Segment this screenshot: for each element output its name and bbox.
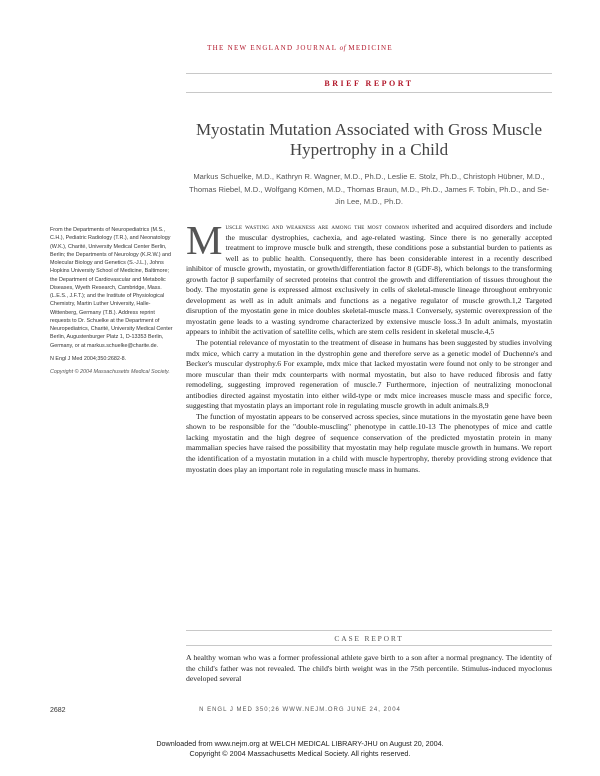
page-number: 2682 [50,707,66,714]
case-report-bar [186,630,552,646]
affiliations: From the Departments of Neuropediatrics (M.S., C.H.), Pediatric Radiology (T.R.), and Neonatology (W.K.), Charité, University Medical Center Berlin, Berlin; the Departments of Neurology (K.R.W.) and Molecular Biology and Genetics (S.-J.L.), Johns Hopkins University School of Medicine, Baltimore; the Department of Cardiovascular and Metabolic Diseases, Wyeth Research, Cambridge, Mass. (L.E.S., J.F.T.); and the Institute of Physiological Chemistry, Martin Luther University, Halle-Wittenberg, Germany (T.B.). Address reprint requests to Dr. Schuelke at the Department of Neuropediatrics, Charité, University Medical Center Berlin, Augustenburger Platz 1, D-13353 Berlin, Germany, or at markus.schuelke@charite.de. [50,227,173,349]
introduction-text [186,217,552,475]
lead-in: uscle wasting and weakness are among the most common in [225,222,418,231]
case-paragraph: A healthy woman who was a former professional athlete gave birth to a son after a normal pregnancy. The identity of the child's father was not revealed. The child's birth weight was in the 75th percentile. Stimulus-induced myoclonus developed several [186,653,552,684]
download-line-1: Downloaded from www.nejm.org at WELCH MEDICAL LIBRARY-JHU on August 20, 2004. [156,739,444,748]
drop-cap: M [186,217,223,263]
download-notice [0,739,600,759]
article-title: Myostatin Mutation Associated with Gross Muscle Hypertrophy in a Child [195,120,543,159]
download-line-2: Copyright © 2004 Massachusetts Medical Society. All rights reserved. [189,749,411,758]
intro-paragraph-2: The potential relevance of myostatin to the treatment of disease in humans has been suggested by studies involving mdx mice, which carry a mutation in the dystrophin gene and therefore serve as a genetic model of Duchenne's and Becker's muscular dystrophy.6 For example, mdx mice that lacked myostatin were found not only to be stronger and more muscular than their mdx counterparts with normal myostatin, but also to have reduced fibrosis and fatty remodeling, suggesting improved regeneration of muscle.7 Furthermore, injection of neutralizing monoclonal antibodies directed against myostatin into either wild-type or mdx mice increases muscle mass and specific force, suggesting that myostatin plays an important role in regulating muscle growth in adult animals.8,9 [186,338,552,411]
sidebar-copyright: Copyright © 2004 Massachusetts Medical Society. [50,369,170,375]
running-footer: N ENGL J MED 350;26 WWW.NEJM.ORG JUNE 24, 2004 [199,707,401,713]
journal-header: THE NEW ENGLAND JOURNAL of MEDICINE [207,44,393,52]
author-list: Markus Schuelke, M.D., Kathryn R. Wagner, M.D., Ph.D., Leslie E. Stolz, Ph.D., Christoph Hübner, M.D., Thomas Riebel, M.D., Wolfgang Kömen, M.D., Thomas Braun, M.D., Ph.D., James F. Tobin, Ph.D., and Se-Jin Lee, M.D., Ph.D. [188,172,549,207]
sidebar [50,226,176,381]
section-label-bar [186,73,552,93]
case-report-label: CASE REPORT [334,633,404,643]
section-label: BRIEF REPORT [324,78,414,88]
intro-paragraph-3: The function of myostatin appears to be conserved across species, since mutations in the myostatin gene have been shown to be responsible for the "double-muscling" phenotype in cattle.10-13 The phenotypes of mice and cattle lacking myostatin and the high degree of sequence conservation of the predicted myostatin protein in many mammalian species have raised the possibility that myostatin may help regulate muscle growth in humans. We report the identification of a myostatin mutation in a child with muscle hypertrophy, thereby providing strong evidence that myostatin does play an important role in regulating muscle mass in humans. [186,411,552,474]
case-report-text [186,653,552,685]
intro-paragraph-1: Muscle wasting and weakness are among the most common inherited and acquired disorders and include the muscular dystrophies, cachexia, and age-related wasting. Since there is no generally accepted treatment to improve muscle bulk and strength, these conditions pose a substantial burden to patients as well as to public health. Consequently, there has been considerable interest in a recently described inhibitor of muscle growth, myostatin, or growth/differentiation factor 8 (GDF-8), which belongs to the transforming growth factor β superfamily of secreted proteins that control the growth and differentiation of tissues throughout the body. The myostatin gene is expressed almost exclusively in cells of skeletal-muscle lineage throughout embryonic development as well as in adult animals and functions as a negative regulator of muscle growth.1,2 Targeted disruption of the myostatin gene in mice doubles skeletal-muscle mass.1 Conversely, systemic overexpression of the myostatin gene leads to a wasting syndrome characterized by extensive muscle loss.3 In adult animals, myostatin appears to inhibit the activation of satellite cells, which are stem cells resident in skeletal muscle.4,5 [186,217,552,337]
citation: N Engl J Med 2004;350:2682-8. [50,355,127,362]
